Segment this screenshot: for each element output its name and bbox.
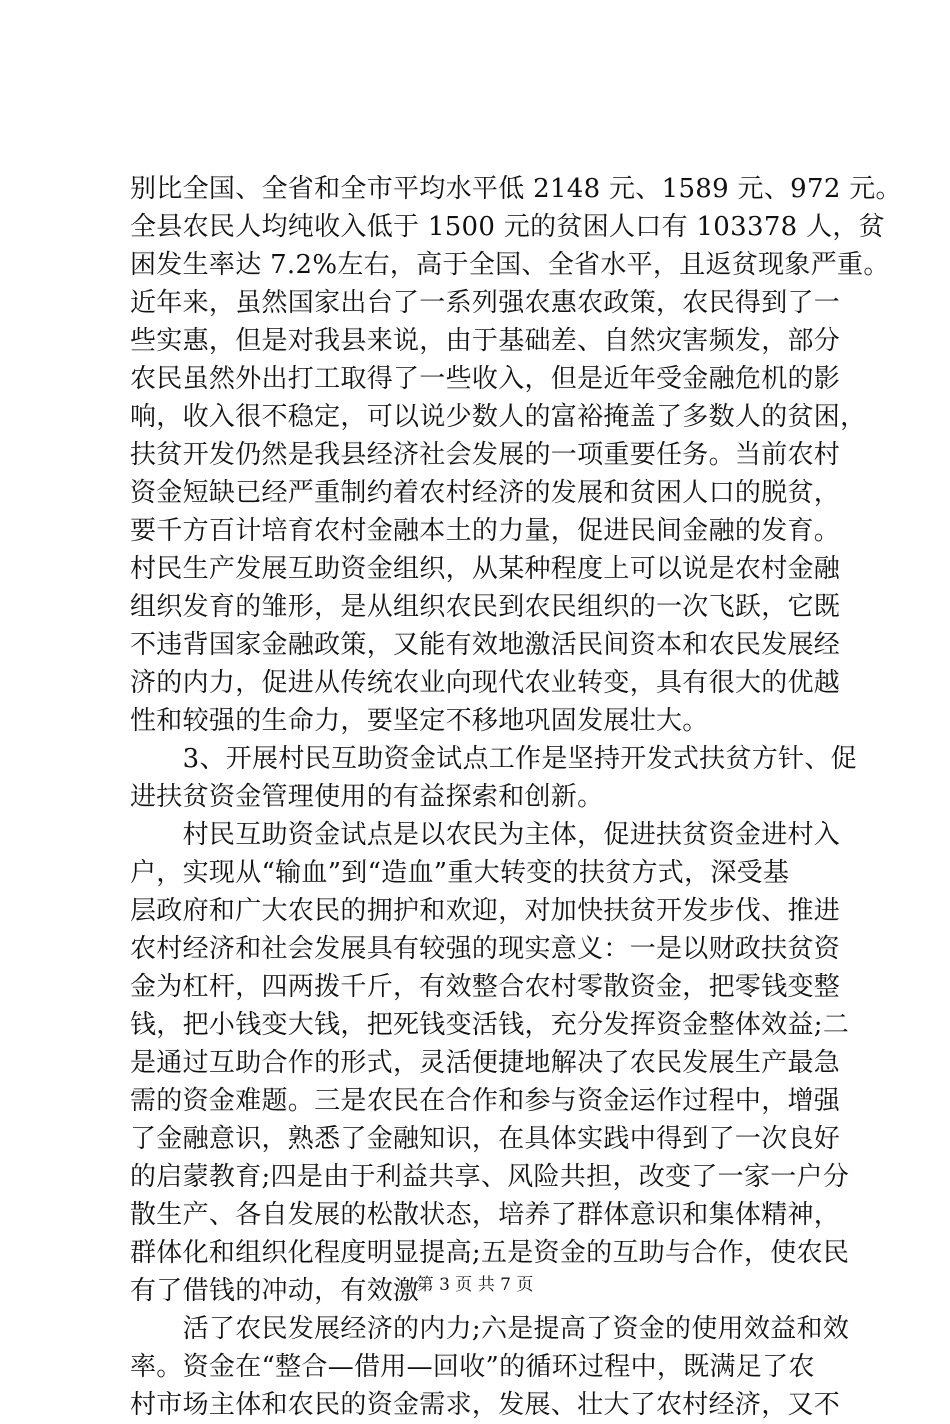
text-line: 需的资金难题。三是农民在合作和参与资金运作过程中，增强	[130, 1086, 841, 1116]
text-line: 些实惠，但是对我县来说，由于基础差、自然灾害频发，部分	[130, 326, 841, 356]
text-line: 性和较强的生命力，要坚定不移地巩固发展壮大。	[130, 706, 709, 736]
text-line: 要千方百计培育农村金融本土的力量，促进民间金融的发育。	[130, 516, 841, 546]
text-line: 济的内力，促进从传统农业向现代农业转变，具有很大的优越	[130, 668, 841, 698]
text-line: 户，实现从“输血”到“造血”重大转变的扶贫方式，深受基	[130, 858, 790, 888]
text-line: 的启蒙教育;四是由于利益共享、风险共担，改变了一家一户分	[130, 1162, 850, 1192]
text-line: 组织发育的雏形，是从组织农民到农民组织的一次飞跃，它既	[130, 592, 841, 622]
body-text	[130, 170, 902, 1424]
text-line: 村市场主体和农民的资金需求，发展、壮大了农村经济，又不	[130, 1390, 841, 1420]
text-line: 村民生产发展互助资金组织，从某种程度上可以说是农村金融	[130, 554, 841, 584]
text-line: 困发生率达 7.2%左右，高于全国、全省水平，且返贫现象严重。	[130, 250, 890, 280]
text-line: 有了借钱的冲动，有效激	[130, 1276, 420, 1306]
text-line: 钱，把小钱变大钱，把死钱变活钱，充分发挥资金整体效益;二	[130, 1010, 850, 1040]
text-line: 进扶贫资金管理使用的有益探索和创新。	[130, 782, 604, 812]
text-line: 层政府和广大农民的拥护和欢迎，对加快扶贫开发步伐、推进	[130, 896, 841, 926]
text-line: 扶贫开发仍然是我县经济社会发展的一项重要任务。当前农村	[130, 440, 841, 470]
text-line: 不违背国家金融政策，又能有效地激活民间资本和农民发展经	[130, 630, 841, 660]
text-line: 金为杠杆，四两拨千斤，有效整合农村零散资金，把零钱变整	[130, 972, 841, 1002]
text-line: 活了农民发展经济的内力;六是提高了资金的使用效益和效	[130, 1314, 850, 1344]
text-line: 村民互助资金试点是以农民为主体，促进扶贫资金进村入	[130, 820, 841, 850]
page-footer: 第 3 页 共 7 页	[416, 1275, 534, 1295]
text-line: 别比全国、全省和全市平均水平低 2148 元、1589 元、972 元。	[130, 174, 902, 204]
text-line: 散生产、各自发展的松散状态，培养了群体意识和集体精神，	[130, 1200, 841, 1230]
text-line: 了金融意识，熟悉了金融知识，在具体实践中得到了一次良好	[130, 1124, 841, 1154]
text-line: 响，收入很不稳定，可以说少数人的富裕掩盖了多数人的贫困，	[130, 402, 867, 432]
text-line: 3、开展村民互助资金试点工作是坚持开发式扶贫方针、促	[130, 744, 857, 774]
text-line: 农民虽然外出打工取得了一些收入，但是近年受金融危机的影	[130, 364, 841, 394]
text-line: 农村经济和社会发展具有较强的现实意义：一是以财政扶贫资	[130, 934, 841, 964]
text-line: 率。资金在“整合—借用—回收”的循环过程中，既满足了农	[130, 1352, 815, 1382]
text-line: 全县农民人均纯收入低于 1500 元的贫困人口有 103378 人，贫	[130, 212, 885, 242]
text-line: 近年来，虽然国家出台了一系列强农惠农政策，农民得到了一	[130, 288, 841, 318]
text-line: 是通过互助合作的形式，灵活便捷地解决了农民发展生产最急	[130, 1048, 841, 1078]
text-line: 群体化和组织化程度明显提高;五是资金的互助与合作，使农民	[130, 1238, 850, 1268]
text-line: 资金短缺已经严重制约着农村经济的发展和贫困人口的脱贫，	[130, 478, 841, 508]
